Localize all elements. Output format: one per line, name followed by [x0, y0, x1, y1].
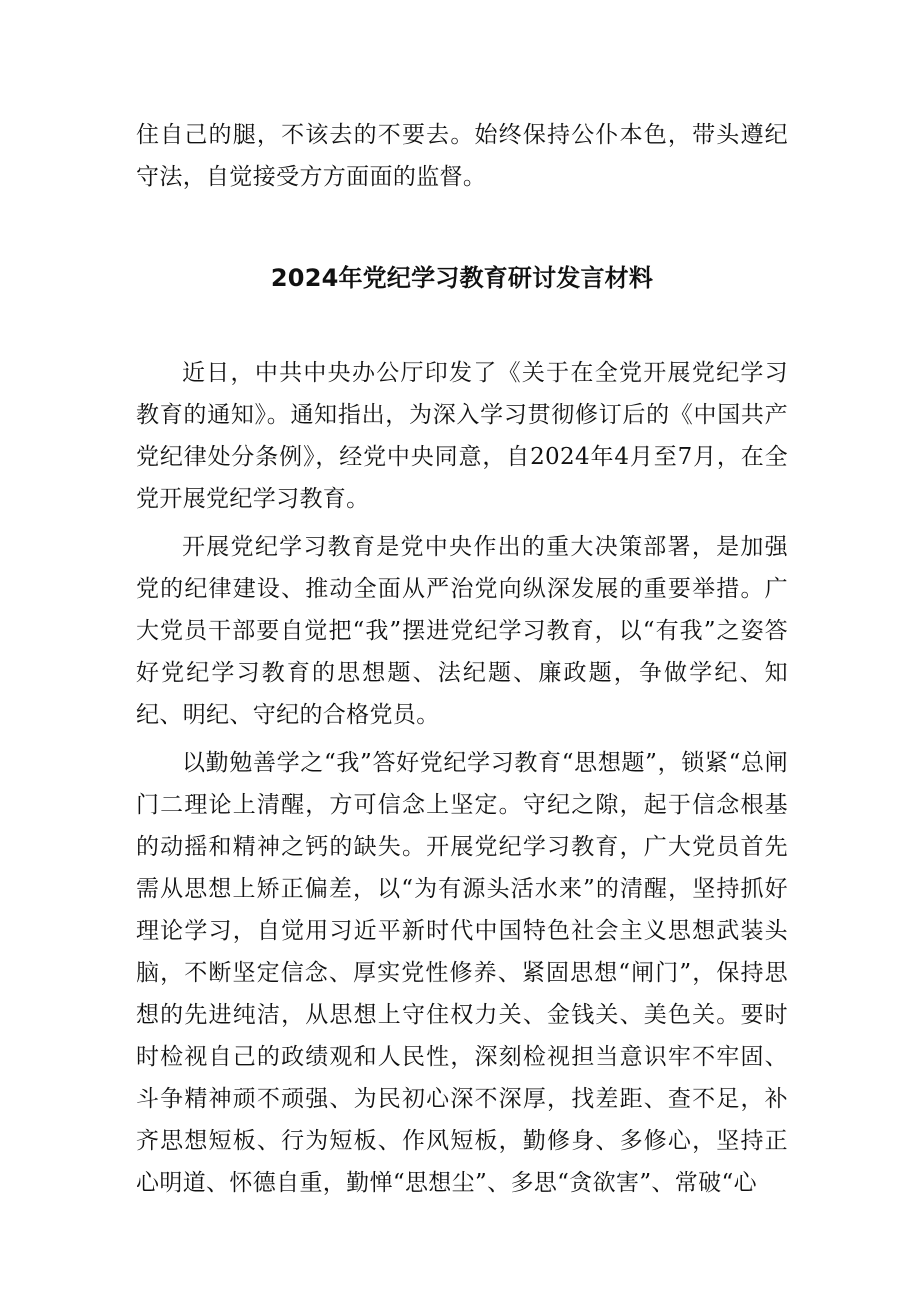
document-title: 2024年党纪学习教育研讨发言材料: [270, 264, 654, 292]
document-body: [136, 114, 788, 1210]
continued-paragraph: 住自己的腿，不该去的不要去。始终保持公仆本色，带头遵纪守法，自觉接受方方面面的监督。: [136, 122, 788, 190]
paragraph-significance: 开展党纪学习教育是党中央作出的重大决策部署，是加强党的纪律建设、推动全面从严治党向纵深发展的重要举措。广大党员干部要自觉把“我”摆进党纪学习教育，以“有我”之姿答好党纪学习教育的思想题、法纪题、廉政题，争做学纪、知纪、明纪、守纪的合格党员。: [136, 534, 788, 728]
paragraph-intro: 近日，中共中央办公厅印发了《关于在全党开展党纪学习教育的通知》。通知指出，为深入学习贯彻修订后的《中国共产党纪律处分条例》，经党中央同意，自2024年4月至7月，在全党开展党纪学习教育。: [136, 360, 788, 512]
paragraph-thought-question: 以勤勉善学之“我”答好党纪学习教育“思想题”，锁紧“总闸门二理论上清醒，方可信念上坚定。守纪之隙，起于信念根基的动摇和精神之钙的缺失。开展党纪学习教育，广大党员首先需从思想上矫正偏差，以“为有源头活水来”的清醒，坚持抓好理论学习，自觉用习近平新时代中国特色社会主义思想武装头脑，不断坚定信念、厚实党性修养、紧固思想“闸门”，保持思想的先进纯洁，从思想上守住权力关、金钱关、美色关。要时时检视自己的政绩观和人民性，深刻检视担当意识牢不牢固、斗争精神顽不顽强、为民初心深不深厚，找差距、查不足，补齐思想短板、行为短板、作风短板，勤修身、多修心，坚持正心明道、怀德自重，勤惮“思想尘”、多思“贪欲害”、常破“心: [136, 750, 788, 1196]
